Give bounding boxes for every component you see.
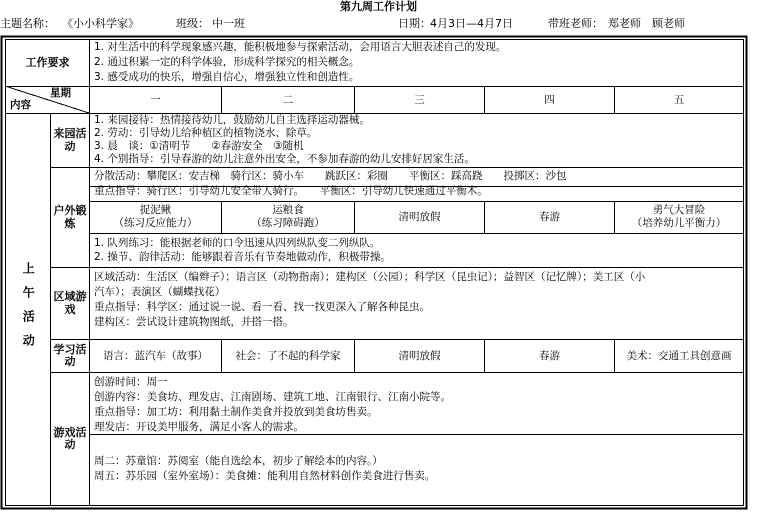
- requirements-label: 工作要求: [25, 55, 70, 69]
- study-thu: 春游: [539, 349, 560, 362]
- class-label: 班级：: [176, 17, 209, 30]
- play-label: 游戏活动: [53, 425, 87, 451]
- game-name: 勇气大冒险: [652, 204, 706, 216]
- teacher-value: 郑老师 顾老师: [608, 17, 685, 30]
- day-header-mon: 一: [150, 93, 161, 106]
- arrival-line: 3. 晨 谈：①清明节 ②春游安全 ③随机: [94, 140, 304, 152]
- drill-line: 2. 操节、韵律活动：能够跟着音乐有节奏地做动作，积极带操。: [94, 251, 391, 263]
- play-line: 创游内容：美食坊、理发店、江南剧场、建筑工地、江南银行、江南小院等。: [94, 391, 451, 403]
- outdoor-game-thu: 春游: [539, 211, 560, 224]
- theme-value: 《小小科学家》: [62, 17, 139, 30]
- area-line: 建构区：尝试设计建筑物图纸，并搭一搭。: [94, 316, 294, 328]
- day-header-wed: 三: [414, 93, 425, 106]
- area-line: 汽车）；表演区（蝴蝶找花）: [94, 286, 226, 298]
- day-header-fri: 五: [673, 93, 685, 106]
- arrival-label: 来园活动: [53, 127, 87, 153]
- weekday-header: 星期: [50, 87, 71, 99]
- day-header-tue: 二: [282, 93, 294, 106]
- outdoor-game-mon: [90, 202, 221, 233]
- outdoor-guidance: 重点指导：骑行区：引导幼儿安全带人骑行。 平衡区：引导幼儿快速通过平衡木。: [94, 185, 488, 197]
- game-name: 捉泥鳅: [139, 204, 172, 216]
- study-tue: 社会：了不起的科学家: [235, 349, 341, 362]
- play-line: 创游时间：周一: [94, 376, 168, 388]
- outdoor-zones: 分散活动：攀爬区：安吉梯 骑行区：骑小车 跳跃区：彩圈 平衡区：踩高跷 投掷区：沙包: [94, 170, 567, 182]
- game-goal: （练习反应能力）: [113, 216, 198, 229]
- area-line: 重点指导：科学区：通过说一说、看一看、找一找更深入了解各种昆虫。: [94, 301, 430, 313]
- arrival-line: 2. 劳动：引导幼儿给种植区的植物浇水、除草。: [94, 127, 318, 139]
- study-label: 学习活动: [53, 342, 87, 368]
- outdoor-game-wed: 清明放假: [398, 211, 441, 224]
- study-wed: 清明放假: [398, 349, 441, 362]
- study-mon: 语言：蓝汽车（故事）: [103, 349, 208, 362]
- morning-section-label: 上午活动: [21, 261, 36, 358]
- study-fri: 美术：交通工具创意画: [626, 349, 732, 362]
- date-label: 日期：: [398, 17, 431, 30]
- requirement-item: 3. 感受成功的快乐，增强自信心，增强独立性和创造性。: [94, 71, 360, 83]
- arrival-line: 1. 来园接待：热情接待幼儿，鼓励幼儿自主选择运动器械。: [94, 114, 370, 126]
- game-name: 运粮食: [272, 204, 304, 216]
- play-line: 理发店：开设美甲服务，满足小客人的需求。: [94, 421, 304, 433]
- play-line: 重点指导：加工坊：利用黏土制作美食并投放到美食坊售卖。: [94, 406, 378, 418]
- date-value: 4月3日—4月7日: [430, 17, 513, 30]
- class-value: 中一班: [212, 17, 245, 30]
- outdoor-label: 户外锻炼: [53, 204, 87, 230]
- content-header: 内容: [10, 99, 31, 111]
- game-goal: （培养幼儿平衡力）: [631, 216, 727, 229]
- area-line: 区域活动：生活区（编辫子）；语言区（动物指南）；建构区（公园）；科学区（昆虫记）；益智区（记忆牌）；美工区（小: [94, 271, 646, 283]
- teacher-label: 带班老师：: [548, 17, 603, 30]
- requirement-item: 1. 对生活中的科学现象感兴趣，能积极地参与探索活动，会用语言大胆表述自己的发现。: [94, 41, 507, 53]
- play-line: 周二：苏童馆：苏阅室（能自选绘本，初步了解绘本的内容。）: [94, 455, 383, 467]
- outdoor-game-fri: [615, 202, 743, 233]
- outdoor-game-tue: [222, 202, 354, 233]
- day-header-thu: 四: [544, 93, 555, 106]
- page-title: 第九周工作计划: [340, 0, 417, 13]
- arrival-line: 4. 个别指导：引导春游的幼儿注意外出安全，不参加春游的幼儿安排好居家生活。: [94, 153, 475, 165]
- theme-label: 主题名称：: [0, 17, 55, 30]
- game-goal: （练习障碍跑）: [251, 216, 325, 229]
- drill-line: 1. 队列练习：能根据老师的口令迅速从四列纵队变二列纵队。: [94, 237, 381, 249]
- play-line: 周五：苏乐园（室外室场）：美食摊：能利用自然材料创作美食进行售卖。: [94, 470, 436, 482]
- requirement-item: 2. 通过积累一定的科学体验，形成科学探究的相关概念。: [94, 56, 360, 68]
- area-label: 区域游戏: [53, 290, 87, 316]
